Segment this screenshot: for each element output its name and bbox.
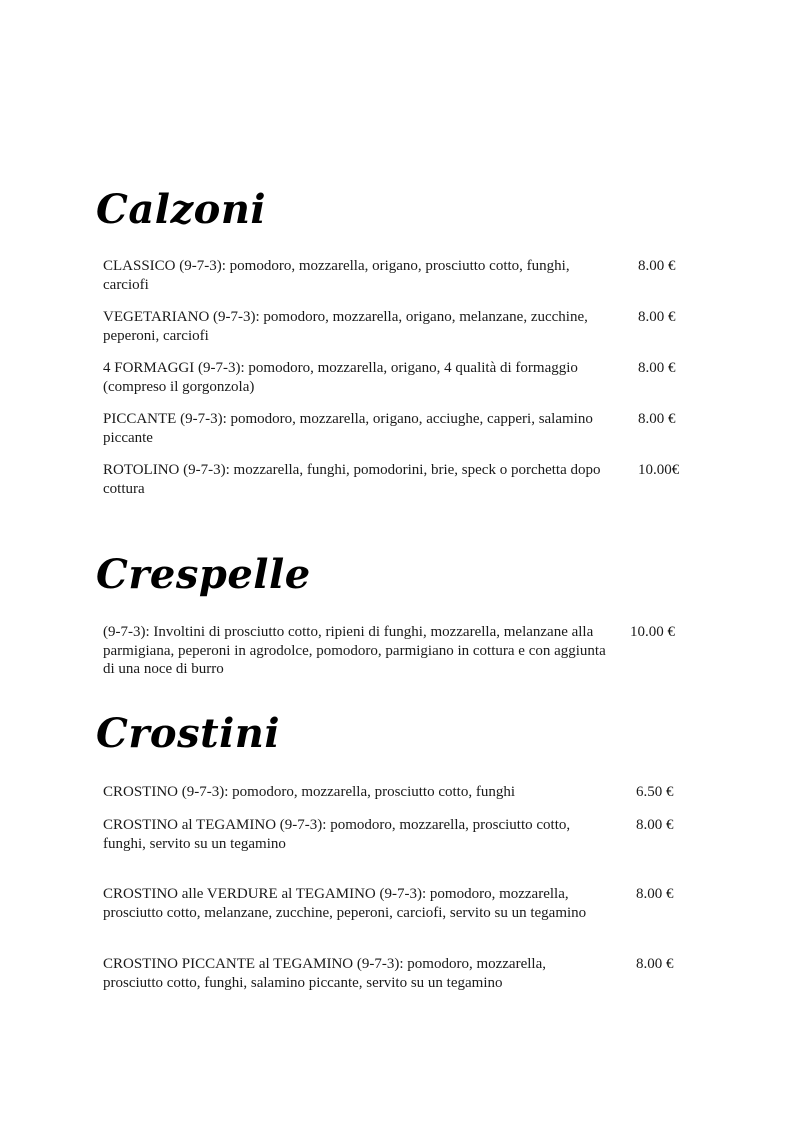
item-price: 8.00 € xyxy=(636,956,674,972)
item-price: 6.50 € xyxy=(636,784,674,800)
item-description: ROTOLINO (9-7-3): mozzarella, funghi, pomodorini, brie, speck o porchetta dopo cottura xyxy=(103,462,601,497)
section-title-crostini: Crostini xyxy=(96,710,281,757)
item-price: 10.00€ xyxy=(638,462,680,478)
item-price: 8.00 € xyxy=(638,309,676,325)
menu-item-4-formaggi xyxy=(103,359,695,396)
item-description: CLASSICO (9-7-3): pomodoro, mozzarella, origano, prosciutto cotto, funghi, carciofi xyxy=(103,258,570,293)
item-description: CROSTINO alle VERDURE al TEGAMINO (9-7-3): pomodoro, mozzarella, prosciutto cotto, melanzane, zucchine, peperoni, carciofi, servito su un tegamino xyxy=(103,886,587,921)
item-description: (9-7-3): Involtini di prosciutto cotto, ripieni di funghi, mozzarella, melanzane alla parmigiana, peperoni in agrodolce, pomodoro, parmigiano in cottura e con aggiunta di una noce di burro xyxy=(103,624,606,677)
section-title-crespelle: Crespelle xyxy=(96,551,311,598)
item-description: 4 FORMAGGI (9-7-3): pomodoro, mozzarella, origano, 4 qualità di formaggio (compreso il gorgonzola) xyxy=(103,360,578,395)
menu-item-crostino xyxy=(103,783,695,802)
menu-item-rotolino xyxy=(103,461,695,498)
item-description: CROSTINO (9-7-3): pomodoro, mozzarella, prosciutto cotto, funghi xyxy=(103,784,516,800)
item-description: PICCANTE (9-7-3): pomodoro, mozzarella, origano, acciughe, capperi, salamino piccante xyxy=(103,411,593,446)
menu-item-crespelle xyxy=(103,623,695,679)
item-price: 8.00 € xyxy=(638,360,676,376)
item-description: CROSTINO PICCANTE al TEGAMINO (9-7-3): pomodoro, mozzarella, prosciutto cotto, funghi, salamino piccante, servito su un tegamino xyxy=(103,956,546,991)
menu-item-vegetariano xyxy=(103,308,695,345)
menu-item-crostino-verdure xyxy=(103,885,695,922)
item-price: 8.00 € xyxy=(636,886,674,902)
section-title-calzoni: Calzoni xyxy=(96,186,267,233)
menu-item-piccante xyxy=(103,410,695,447)
item-price: 8.00 € xyxy=(636,817,674,833)
menu-item-classico xyxy=(103,257,695,294)
item-price: 8.00 € xyxy=(638,258,676,274)
item-description: CROSTINO al TEGAMINO (9-7-3): pomodoro, mozzarella, prosciutto cotto, funghi, servito su un tegamino xyxy=(103,817,571,852)
item-price: 8.00 € xyxy=(638,411,676,427)
menu-item-crostino-tegamino xyxy=(103,816,695,853)
item-description: VEGETARIANO (9-7-3): pomodoro, mozzarella, origano, melanzane, zucchine, peperoni, carciofi xyxy=(103,309,588,344)
menu-item-crostino-piccante xyxy=(103,955,695,992)
item-price: 10.00 € xyxy=(630,624,675,640)
